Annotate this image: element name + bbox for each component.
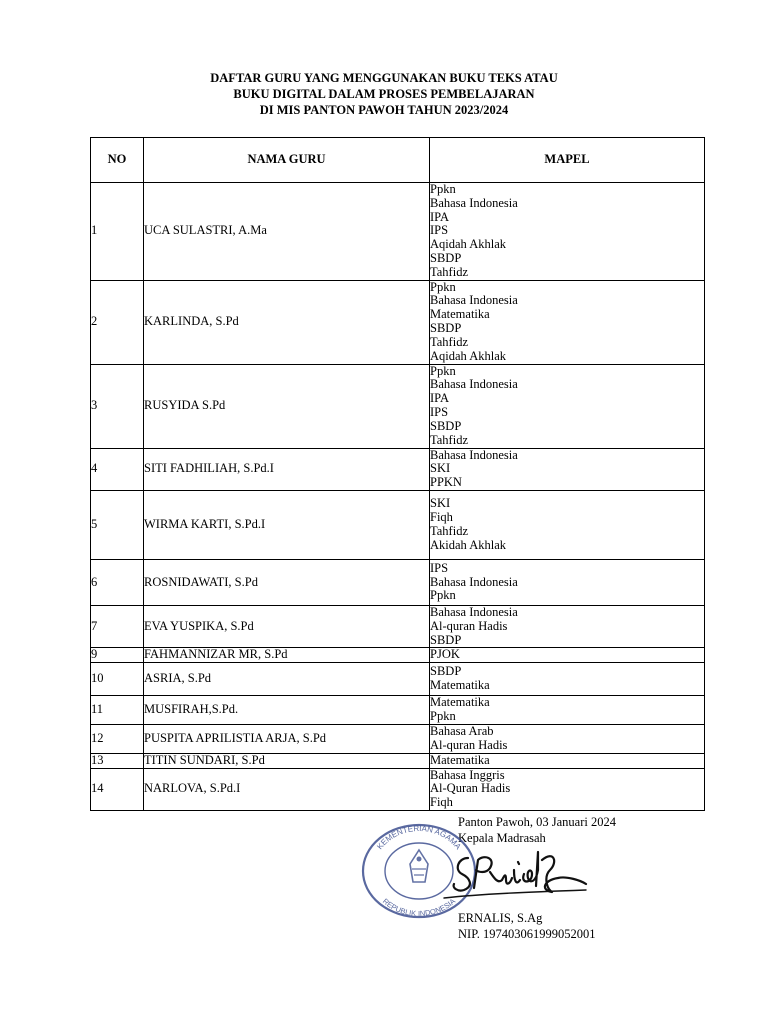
subject-item: SBDP [430, 418, 462, 433]
signer-name: ERNALIS, S.Ag [458, 911, 543, 925]
teacher-table [90, 137, 705, 811]
subject-list [430, 280, 705, 364]
subject-item: Tahfidz [430, 523, 468, 538]
subject-item: Matematika [430, 307, 490, 322]
subject-item: IPS [430, 223, 449, 238]
teacher-name: FAHMANNIZAR MR, S.Pd [144, 648, 430, 663]
table-row [91, 724, 705, 753]
subject-item: Matematika [430, 695, 490, 710]
subject-item: SBDP [430, 250, 462, 265]
handwritten-signature [440, 840, 590, 905]
svg-text:REPUBLIK INDONESIA: REPUBLIK INDONESIA [380, 896, 458, 919]
row-number: 9 [91, 648, 144, 663]
subject-item: Fiqh [430, 510, 453, 525]
place-date: Panton Pawoh, 03 Januari 2024 [458, 815, 616, 829]
teacher-name: KARLINDA, S.Pd [144, 280, 430, 364]
subject-item: IPA [430, 391, 449, 406]
row-number: 13 [91, 753, 144, 768]
teacher-name: PUSPITA APRILISTIA ARJA, S.Pd [144, 724, 430, 753]
subject-item: IPA [430, 209, 449, 224]
subject-list [430, 183, 705, 281]
teacher-name: MUSFIRAH,S.Pd. [144, 696, 430, 725]
title-line-2: BUKU DIGITAL DALAM PROSES PEMBELAJARAN [233, 87, 535, 101]
header-no: NO [91, 138, 144, 183]
subject-item: SBDP [430, 664, 462, 679]
subject-item: Matematika [430, 752, 490, 767]
subject-item: SBDP [430, 632, 462, 647]
subject-item: Al-Quran Hadis [430, 781, 511, 796]
row-number: 2 [91, 280, 144, 364]
subject-item: Bahasa Indonesia [430, 447, 518, 462]
row-number: 10 [91, 663, 144, 696]
row-number: 1 [91, 183, 144, 281]
subject-item: Fiqh [430, 795, 453, 810]
table-row [91, 605, 705, 647]
subject-item: SBDP [430, 321, 462, 336]
subject-list [430, 696, 705, 725]
subject-item: Ppkn [430, 182, 456, 196]
subject-item: IPS [430, 405, 449, 420]
table-row [91, 490, 705, 559]
subject-list [430, 663, 705, 696]
subject-list [430, 490, 705, 559]
subject-list [430, 364, 705, 448]
subject-item: Bahasa Indonesia [430, 604, 518, 619]
subject-item: Ppkn [430, 708, 456, 723]
subject-item: Bahasa Inggris [430, 767, 505, 782]
subject-list [430, 724, 705, 753]
subject-item: Ppkn [430, 588, 456, 603]
subject-item: Al-quran Hadis [430, 618, 508, 633]
row-number: 5 [91, 490, 144, 559]
header-nama-guru: NAMA GURU [144, 138, 430, 183]
row-number: 6 [91, 559, 144, 605]
subject-item: SKI [430, 461, 451, 476]
row-number: 12 [91, 724, 144, 753]
subject-list [430, 768, 705, 810]
table-row [91, 280, 705, 364]
subject-item: Ppkn [430, 363, 456, 378]
header-mapel: MAPEL [430, 138, 705, 183]
table-header-row [91, 138, 705, 183]
subject-item: Tahfidz [430, 334, 468, 349]
teacher-name: ASRIA, S.Pd [144, 663, 430, 696]
table-row [91, 696, 705, 725]
subject-item: Bahasa Indonesia [430, 574, 518, 589]
table-row [91, 768, 705, 810]
subject-item: Aqidah Akhlak [430, 348, 507, 363]
table-body [91, 183, 705, 811]
signer-position: Kepala Madrasah [458, 831, 546, 845]
svg-text:KEMENTERIAN AGAMA: KEMENTERIAN AGAMA [375, 823, 463, 852]
teacher-name: NARLOVA, S.Pd.I [144, 768, 430, 810]
subject-list [430, 448, 705, 490]
subject-list [430, 753, 705, 768]
table-row [91, 183, 705, 281]
table-row [91, 753, 705, 768]
signer-nip: NIP. 197403061999052001 [458, 927, 596, 941]
subject-item: Tahfidz [430, 432, 468, 447]
row-number: 11 [91, 696, 144, 725]
subject-list [430, 605, 705, 647]
subject-list [430, 559, 705, 605]
subject-item: IPS [430, 560, 449, 575]
row-number: 3 [91, 364, 144, 448]
row-number: 7 [91, 605, 144, 647]
table-row [91, 559, 705, 605]
teacher-name: UCA SULASTRI, A.Ma [144, 183, 430, 281]
title-line-1: DAFTAR GURU YANG MENGGUNAKAN BUKU TEKS ATAU [210, 71, 558, 85]
subject-item: Bahasa Indonesia [430, 377, 518, 392]
title-line-3: DI MIS PANTON PAWOH TAHUN 2023/2024 [259, 103, 509, 117]
table-row [91, 663, 705, 696]
teacher-name: ROSNIDAWATI, S.Pd [144, 559, 430, 605]
subject-item: PJOK [430, 647, 460, 662]
row-number: 4 [91, 448, 144, 490]
document-title [90, 70, 678, 118]
table-row [91, 448, 705, 490]
subject-item: PPKN [430, 475, 462, 490]
subject-item: Al-quran Hadis [430, 737, 508, 752]
signer-block [458, 910, 596, 942]
emblem-icon [410, 850, 428, 882]
teacher-name: WIRMA KARTI, S.Pd.I [144, 490, 430, 559]
subject-item: Bahasa Indonesia [430, 293, 518, 308]
teacher-name: EVA YUSPIKA, S.Pd [144, 605, 430, 647]
subject-item: Bahasa Arab [430, 723, 494, 738]
table-row [91, 648, 705, 663]
table-row [91, 364, 705, 448]
subject-item: SKI [430, 496, 451, 511]
teacher-name: TITIN SUNDARI, S.Pd [144, 753, 430, 768]
subject-item: Tahfidz [430, 264, 468, 279]
subject-item: Aqidah Akhlak [430, 237, 507, 252]
row-number: 14 [91, 768, 144, 810]
subject-item: Bahasa Indonesia [430, 195, 518, 210]
subject-item: Akidah Akhlak [430, 537, 507, 552]
subject-list [430, 648, 705, 663]
teacher-name: RUSYIDA S.Pd [144, 364, 430, 448]
subject-item: Ppkn [430, 279, 456, 294]
teacher-name: SITI FADHILIAH, S.Pd.I [144, 448, 430, 490]
subject-item: Matematika [430, 678, 490, 693]
